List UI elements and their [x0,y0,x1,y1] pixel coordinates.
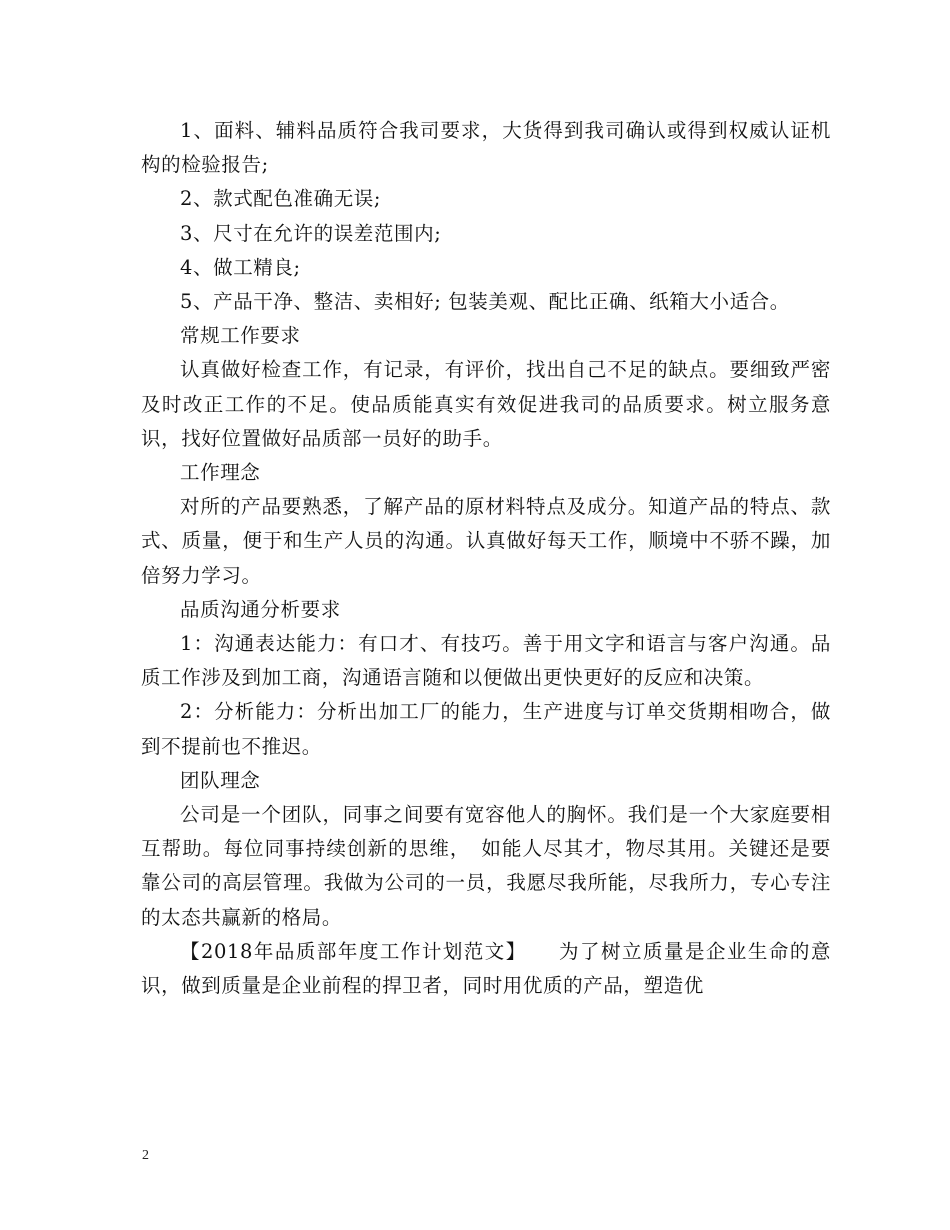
page-number: 2 [142,1148,149,1163]
requirement-5: 5、产品干净、整洁、卖相好; 包装美观、配比正确、纸箱大小适合。 [180,290,790,314]
heading-routine-work: 常规工作要求 [180,324,301,348]
team-concept-text: 公司是一个团队，同事之间要有宽容他人的胸怀。我们是一个大家庭要相互帮助。每位同事持续创新的思维， 如能人尽其才，物尽其用。关键还是要靠公司的高层管理。我做为公司的一员，我愿尽我所能，尽我所力，专心专注的太态共赢新的格局。 [141,803,831,929]
requirement-1: 1、面料、辅料品质符合我司要求，大货得到我司确认或得到权威认证机构的检验报告; [141,119,831,177]
requirement-4: 4、做工精良; [180,255,301,279]
plan-intro-text: 【2018年品质部年度工作计划范文】 为了树立质量是企业生命的意识，做到质量是企业前程的捍卫者，同时用优质的产品，塑造优 [141,939,831,998]
communication-2: 2：分析能力：分析出加工厂的能力，生产进度与订单交货期相吻合，做到不提前也不推迟。 [141,700,831,758]
heading-work-concept: 工作理念 [180,461,261,485]
heading-team-concept: 团队理念 [180,768,261,792]
requirement-3: 3、尺寸在允许的误差范围内; [180,221,442,245]
document-body [141,114,831,1003]
routine-work-text: 认真做好检查工作，有记录，有评价，找出自己不足的缺点。要细致严密及时改正工作的不足。使品质能真实有效促进我司的品质要求。树立服务意识，找好位置做好品质部一员好的助手。 [141,358,831,450]
requirement-2: 2、款式配色准确无误; [180,187,382,211]
work-concept-text: 对所的产品要熟悉，了解产品的原材料特点及成分。知道产品的特点、款式、质量，便于和生产人员的沟通。认真做好每天工作，顺境中不骄不躁，加倍努力学习。 [141,495,831,587]
communication-1: 1：沟通表达能力：有口才、有技巧。善于用文字和语言与客户沟通。品质工作涉及到加工商，沟通语言随和以便做出更快更好的反应和决策。 [141,632,831,690]
heading-communication: 品质沟通分析要求 [180,597,341,621]
